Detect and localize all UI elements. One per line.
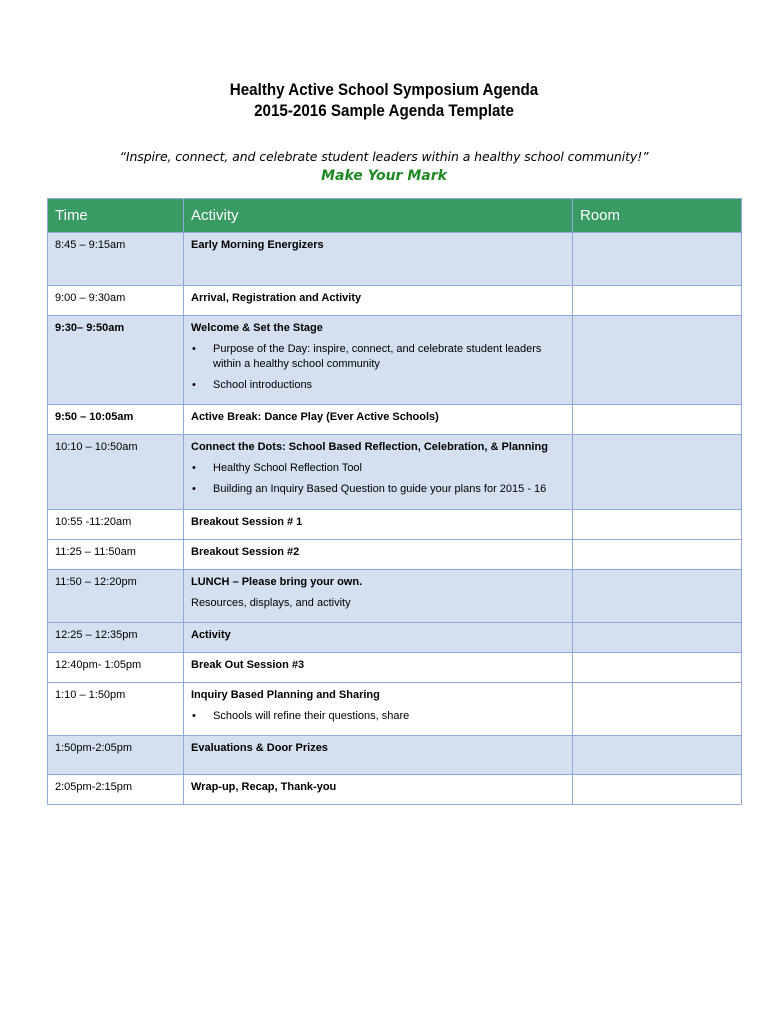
agenda-table <box>47 198 742 805</box>
activity-title: Breakout Session # 1 <box>191 516 303 528</box>
activity-cell <box>184 233 573 286</box>
activity-title: Activity <box>191 629 231 641</box>
table-row <box>48 683 742 736</box>
table-row <box>48 570 742 623</box>
activity-title: Connect the Dots: School Based Reflection, Celebration, & Planning <box>191 441 548 453</box>
time-cell: 9:00 – 9:30am <box>48 286 184 316</box>
table-header-row <box>48 199 742 233</box>
activity-cell <box>184 623 573 653</box>
activity-cell <box>184 775 573 805</box>
activity-title: Arrival, Registration and Activity <box>191 292 362 304</box>
activity-cell <box>184 570 573 623</box>
time-cell: 9:30– 9:50am <box>48 316 184 405</box>
activity-cell <box>184 286 573 316</box>
document-title-block <box>0 80 768 122</box>
bullet-list <box>191 461 565 497</box>
table-row <box>48 316 742 405</box>
room-cell <box>573 683 742 736</box>
tagline: Make Your Mark <box>321 168 447 184</box>
table-row <box>48 540 742 570</box>
activity-note: Resources, displays, and activity <box>191 597 351 609</box>
table-row <box>48 286 742 316</box>
activity-title: Break Out Session #3 <box>191 659 305 671</box>
room-cell <box>573 736 742 775</box>
room-cell <box>573 540 742 570</box>
bullet-list <box>191 342 565 393</box>
activity-cell <box>184 316 573 405</box>
room-cell <box>573 653 742 683</box>
time-cell: 1:10 – 1:50pm <box>48 683 184 736</box>
time-cell: 10:55 -11:20am <box>48 510 184 540</box>
time-cell: 2:05pm-2:15pm <box>48 775 184 805</box>
room-cell <box>573 623 742 653</box>
time-cell: 12:25 – 12:35pm <box>48 623 184 653</box>
table-row <box>48 775 742 805</box>
activity-cell <box>184 510 573 540</box>
column-header-room: Room <box>573 199 742 233</box>
table-row <box>48 736 742 775</box>
table-row <box>48 233 742 286</box>
room-cell <box>573 510 742 540</box>
quote-text: “Inspire, connect, and celebrate student leaders within a healthy school community!” <box>119 149 649 164</box>
column-header-time: Time <box>48 199 184 233</box>
time-cell: 11:25 – 11:50am <box>48 540 184 570</box>
time-cell: 8:45 – 9:15am <box>48 233 184 286</box>
activity-cell <box>184 653 573 683</box>
time-cell: 12:40pm- 1:05pm <box>48 653 184 683</box>
bullet-list <box>191 709 565 724</box>
time-cell: 11:50 – 12:20pm <box>48 570 184 623</box>
room-cell <box>573 435 742 510</box>
activity-cell <box>184 683 573 736</box>
activity-cell <box>184 736 573 775</box>
bullet-item: • Building an Inquiry Based Question to guide your plans for 2015 - 16 <box>191 482 565 497</box>
room-cell <box>573 775 742 805</box>
table-row <box>48 435 742 510</box>
activity-title: Breakout Session #2 <box>191 546 300 558</box>
room-cell <box>573 405 742 435</box>
bullet-item: • Schools will refine their questions, share <box>191 709 565 724</box>
activity-title: Inquiry Based Planning and Sharing <box>191 689 380 701</box>
table-row <box>48 405 742 435</box>
time-cell: 1:50pm-2:05pm <box>48 736 184 775</box>
bullet-item: • Healthy School Reflection Tool <box>191 461 565 476</box>
room-cell <box>573 570 742 623</box>
table-row <box>48 653 742 683</box>
activity-title: Early Morning Energizers <box>191 239 324 251</box>
room-cell <box>573 316 742 405</box>
activity-title: Evaluations & Door Prizes <box>191 742 328 754</box>
document-title: Healthy Active School Symposium Agenda <box>229 81 539 99</box>
activity-cell <box>184 540 573 570</box>
room-cell <box>573 233 742 286</box>
activity-cell <box>184 435 573 510</box>
time-cell: 10:10 – 10:50am <box>48 435 184 510</box>
time-cell: 9:50 – 10:05am <box>48 405 184 435</box>
activity-title: LUNCH – Please bring your own. <box>191 576 363 588</box>
column-header-activity: Activity <box>184 199 573 233</box>
document-subtitle: 2015-2016 Sample Agenda Template <box>254 102 514 120</box>
table-row <box>48 510 742 540</box>
bullet-item: • Purpose of the Day: inspire, connect, and celebrate student leaders within a healthy school community <box>191 342 565 372</box>
room-cell <box>573 286 742 316</box>
table-row <box>48 623 742 653</box>
activity-title: Welcome & Set the Stage <box>191 322 323 334</box>
bullet-item: • School introductions <box>191 378 565 393</box>
activity-cell <box>184 405 573 435</box>
activity-title: Active Break: Dance Play (Ever Active Schools) <box>191 411 439 423</box>
activity-title: Wrap-up, Recap, Thank-you <box>191 781 337 793</box>
